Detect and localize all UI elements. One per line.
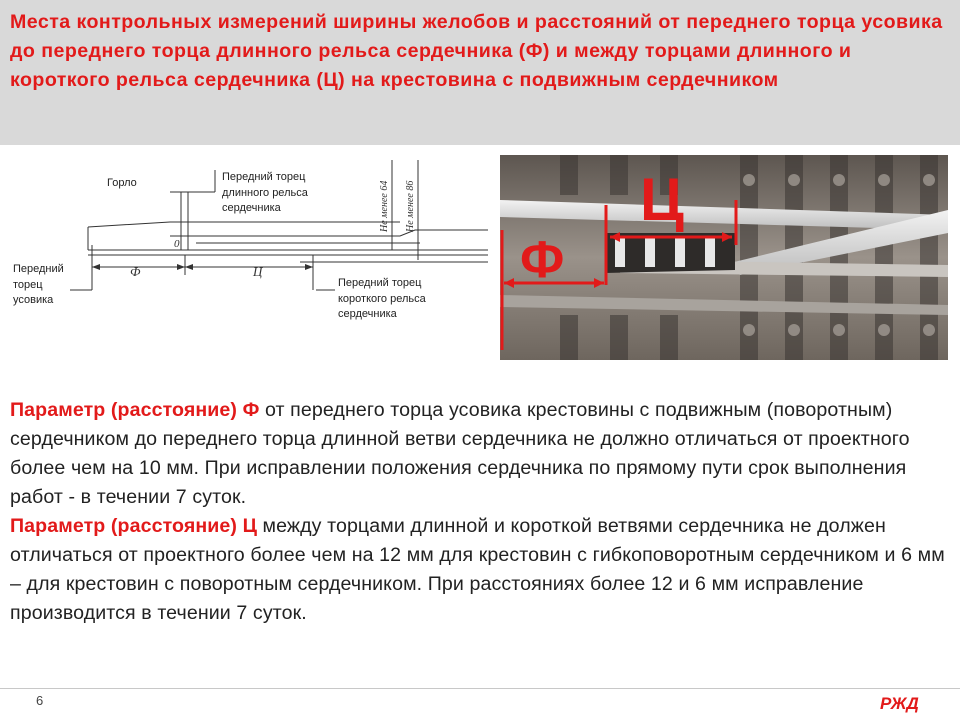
rot-86: Не менее 86 [405, 180, 416, 232]
description-text [10, 396, 950, 628]
rzd-logo-text: РЖД [880, 694, 919, 713]
rot-64: Не менее 64 [379, 180, 390, 232]
front-usovik-line-1: Передний [13, 263, 64, 275]
param-c-text: между торцами длинной и короткой ветвями сердечника не должен отличаться от проектного более чем на 12 мм для крестовин с гибкоповоротным сердечником и 6 мм – для крестовин с поворотным сердечником. При расстояниях более 12 и 6 мм исправление производится в течении 7 суток. [10, 515, 945, 624]
dim-c-label: Ц [253, 264, 263, 279]
rzd-logo [878, 690, 926, 714]
front-short-line-3: сердечника [338, 308, 397, 320]
front-long-line-2: длинного рельса [222, 186, 308, 199]
photo-illustration [500, 155, 948, 360]
param-f-heading: Параметр (расстояние) Ф [10, 399, 260, 421]
photo-label-f: Ф [520, 231, 565, 289]
frog-photo [500, 155, 948, 360]
front-short-label [338, 276, 426, 323]
front-usovik-line-2: торец [13, 278, 43, 291]
front-usovik-line-3: усовика [13, 294, 54, 306]
front-short-line-1: Передний торец [338, 277, 422, 289]
front-short-line-2: короткого рельса [338, 292, 426, 305]
title-bar [0, 0, 960, 145]
technical-diagram [0, 150, 490, 370]
front-long-line-3: сердечника [222, 202, 281, 214]
param-f-text: от переднего торца усовика крестовины с подвижным (поворотным) сердечником до переднего торца длинной ветви сердечника не должно отличаться от проектного более чем на 10 мм. При исправлении положения сердечника по прямому пути срок выполнения работ - в течении 7 суток. [10, 399, 910, 508]
gorlo-label: Горло [107, 177, 137, 189]
param-c-heading: Параметр (расстояние) Ц [10, 515, 258, 537]
photo-label-c: Ц [640, 166, 684, 233]
front-usovik-label [13, 262, 64, 309]
slide-title: Места контрольных измерений ширины желобов и расстояний от переднего торца усовика до переднего торца длинного рельса сердечника (Ф) и между торцами длинного и короткого рельса сердечника (Ц) на крестовина с подвижным сердечником [10, 11, 943, 91]
footer-divider [0, 688, 960, 689]
page-number: 6 [36, 693, 44, 708]
front-long-line-1: Передний торец [222, 171, 306, 183]
dim-f-label: Ф [130, 264, 141, 279]
zero-mark: 0 [174, 238, 180, 250]
front-long-label [222, 170, 308, 217]
